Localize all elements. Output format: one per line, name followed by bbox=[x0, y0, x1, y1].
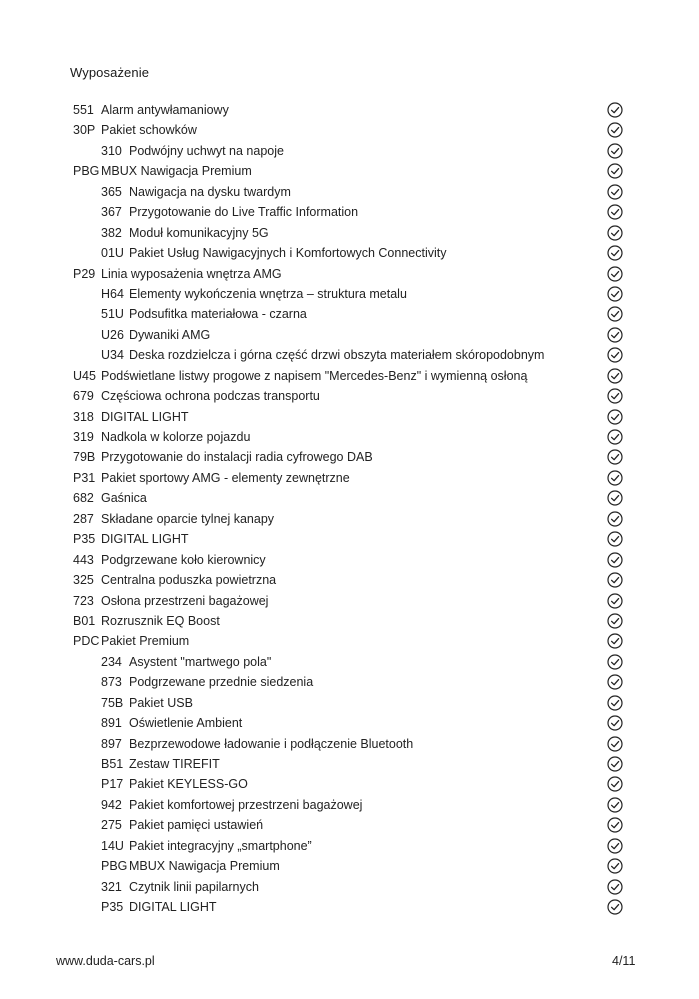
equipment-code: 897 bbox=[101, 736, 122, 751]
equipment-code: U45 bbox=[73, 368, 96, 383]
equipment-item bbox=[0, 897, 699, 917]
check-circle-icon bbox=[607, 163, 623, 179]
equipment-item bbox=[0, 386, 699, 406]
equipment-code: P35 bbox=[73, 532, 96, 547]
equipment-code: 365 bbox=[101, 184, 122, 199]
equipment-code: 325 bbox=[73, 573, 94, 588]
check-circle-icon bbox=[607, 756, 623, 772]
equipment-code: 234 bbox=[101, 654, 122, 669]
check-circle-icon bbox=[607, 838, 623, 854]
equipment-item bbox=[0, 120, 699, 140]
equipment-code: P35 bbox=[101, 900, 124, 915]
equipment-label: Pakiet integracyjny „smartphone” bbox=[129, 838, 312, 853]
check-circle-icon bbox=[607, 736, 623, 752]
equipment-item bbox=[0, 836, 699, 856]
equipment-item bbox=[0, 529, 699, 549]
equipment-code: 723 bbox=[73, 593, 94, 608]
equipment-label: Pakiet schowków bbox=[101, 123, 197, 138]
equipment-item bbox=[0, 509, 699, 529]
equipment-label: Nadkola w kolorze pojazdu bbox=[101, 430, 251, 444]
check-circle-icon bbox=[607, 490, 623, 506]
equipment-label: Częściowa ochrona podczas transportu bbox=[101, 389, 320, 404]
equipment-label: DIGITAL LIGHT bbox=[101, 409, 189, 424]
equipment-label: Nawigacja na dysku twardym bbox=[129, 184, 291, 199]
equipment-label: DIGITAL LIGHT bbox=[129, 900, 217, 915]
equipment-code: 318 bbox=[73, 409, 94, 424]
equipment-label: Podwójny uchwyt na napoje bbox=[129, 143, 284, 158]
equipment-code: P29 bbox=[73, 266, 96, 281]
footer-page-number: 4/11 bbox=[612, 954, 636, 968]
check-circle-icon bbox=[607, 245, 623, 261]
check-circle-icon bbox=[607, 122, 623, 138]
equipment-item bbox=[0, 447, 699, 467]
equipment-label: Podświetlane listwy progowe z napisem "Mercedes-Benz" i wymienną osłoną bbox=[101, 368, 528, 383]
equipment-code: 01U bbox=[101, 246, 124, 261]
equipment-label: Zestaw TIREFIT bbox=[129, 757, 220, 771]
equipment-label: Dywaniki AMG bbox=[129, 327, 211, 342]
check-circle-icon bbox=[607, 368, 623, 384]
equipment-label: Podgrzewane koło kierownicy bbox=[101, 552, 266, 567]
equipment-item bbox=[0, 264, 699, 284]
equipment-item bbox=[0, 550, 699, 570]
equipment-code: 319 bbox=[73, 430, 94, 444]
page-heading: Wyposażenie bbox=[70, 65, 150, 80]
check-circle-icon bbox=[607, 204, 623, 220]
equipment-code: 51U bbox=[101, 307, 124, 322]
check-circle-icon bbox=[607, 429, 623, 445]
equipment-label: Asystent "martwego pola" bbox=[129, 654, 272, 669]
equipment-code: P17 bbox=[101, 777, 124, 792]
equipment-item bbox=[0, 468, 699, 488]
equipment-item bbox=[0, 693, 699, 713]
equipment-item bbox=[0, 304, 699, 324]
equipment-code: 873 bbox=[101, 675, 122, 690]
equipment-label: Pakiet komfortowej przestrzeni bagażowej bbox=[129, 797, 363, 812]
equipment-label: DIGITAL LIGHT bbox=[101, 532, 189, 547]
equipment-item bbox=[0, 161, 699, 181]
check-circle-icon bbox=[607, 654, 623, 670]
equipment-label: Rozrusznik EQ Boost bbox=[101, 613, 220, 628]
check-circle-icon bbox=[607, 225, 623, 241]
equipment-item bbox=[0, 877, 699, 897]
check-circle-icon bbox=[607, 613, 623, 629]
equipment-item bbox=[0, 856, 699, 876]
equipment-label: Pakiet USB bbox=[129, 695, 193, 710]
equipment-code: 443 bbox=[73, 552, 94, 567]
check-circle-icon bbox=[607, 695, 623, 711]
equipment-code: 679 bbox=[73, 389, 94, 404]
check-circle-icon bbox=[607, 449, 623, 465]
equipment-item bbox=[0, 366, 699, 386]
equipment-code: 682 bbox=[73, 491, 94, 506]
check-circle-icon bbox=[607, 572, 623, 588]
check-circle-icon bbox=[607, 674, 623, 690]
equipment-label: MBUX Nawigacja Premium bbox=[129, 859, 280, 874]
equipment-code: 891 bbox=[101, 716, 122, 731]
check-circle-icon bbox=[607, 879, 623, 895]
check-circle-icon bbox=[607, 511, 623, 527]
equipment-label: Moduł komunikacyjny 5G bbox=[129, 225, 269, 240]
equipment-item bbox=[0, 672, 699, 692]
equipment-label: Pakiet KEYLESS-GO bbox=[129, 777, 248, 792]
equipment-label: Alarm antywłamaniowy bbox=[101, 103, 229, 117]
equipment-code: B01 bbox=[73, 613, 96, 628]
equipment-label: Przygotowanie do instalacji radia cyfrowego DAB bbox=[101, 450, 373, 465]
equipment-item bbox=[0, 182, 699, 202]
equipment-code: U26 bbox=[101, 327, 124, 342]
equipment-code: PBG bbox=[101, 859, 128, 874]
equipment-item bbox=[0, 774, 699, 794]
equipment-label: Składane oparcie tylnej kanapy bbox=[101, 511, 275, 526]
equipment-item bbox=[0, 325, 699, 345]
equipment-item bbox=[0, 100, 699, 120]
equipment-item bbox=[0, 141, 699, 161]
equipment-code: 14U bbox=[101, 838, 124, 853]
equipment-item bbox=[0, 570, 699, 590]
equipment-label: Linia wyposażenia wnętrza AMG bbox=[101, 266, 282, 281]
equipment-item bbox=[0, 734, 699, 754]
equipment-code: 321 bbox=[101, 879, 122, 894]
equipment-item bbox=[0, 427, 699, 447]
check-circle-icon bbox=[607, 899, 623, 915]
check-circle-icon bbox=[607, 797, 623, 813]
footer-website-link[interactable]: www.duda-cars.pl bbox=[56, 954, 155, 968]
equipment-label: Deska rozdzielcza i górna część drzwi obszyta materiałem skóropodobnym bbox=[129, 348, 545, 363]
equipment-item bbox=[0, 243, 699, 263]
equipment-code: PBG bbox=[73, 164, 100, 179]
equipment-label: Podsufitka materiałowa - czarna bbox=[129, 307, 307, 322]
equipment-code: 275 bbox=[101, 818, 122, 833]
equipment-code: 79B bbox=[73, 450, 96, 465]
equipment-item bbox=[0, 611, 699, 631]
check-circle-icon bbox=[607, 776, 623, 792]
equipment-code: B51 bbox=[101, 757, 124, 771]
equipment-label: Bezprzewodowe ładowanie i podłączenie Bluetooth bbox=[129, 736, 414, 751]
equipment-label: MBUX Nawigacja Premium bbox=[101, 164, 252, 179]
equipment-item bbox=[0, 591, 699, 611]
equipment-code: P31 bbox=[73, 470, 96, 485]
check-circle-icon bbox=[607, 858, 623, 874]
equipment-label: Pakiet sportowy AMG - elementy zewnętrzne bbox=[101, 470, 350, 485]
equipment-label: Oświetlenie Ambient bbox=[129, 716, 243, 731]
equipment-label: Podgrzewane przednie siedzenia bbox=[129, 675, 314, 690]
equipment-code: 75B bbox=[101, 695, 124, 710]
equipment-item bbox=[0, 407, 699, 427]
check-circle-icon bbox=[607, 531, 623, 547]
check-circle-icon bbox=[607, 470, 623, 486]
equipment-code: 367 bbox=[101, 205, 122, 220]
check-circle-icon bbox=[607, 715, 623, 731]
equipment-label: Gaśnica bbox=[101, 491, 147, 506]
equipment-label: Centralna poduszka powietrzna bbox=[101, 573, 277, 588]
equipment-item bbox=[0, 488, 699, 508]
equipment-code: 287 bbox=[73, 511, 94, 526]
equipment-item bbox=[0, 223, 699, 243]
check-circle-icon bbox=[607, 347, 623, 363]
equipment-item bbox=[0, 284, 699, 304]
check-circle-icon bbox=[607, 817, 623, 833]
equipment-label: Czytnik linii papilarnych bbox=[129, 879, 259, 894]
equipment-code: 30P bbox=[73, 123, 96, 138]
equipment-item bbox=[0, 631, 699, 651]
equipment-code: 382 bbox=[101, 225, 122, 240]
equipment-item bbox=[0, 713, 699, 733]
check-circle-icon bbox=[607, 633, 623, 649]
equipment-code: PDC bbox=[73, 634, 100, 649]
check-circle-icon bbox=[607, 306, 623, 322]
check-circle-icon bbox=[607, 102, 623, 118]
check-circle-icon bbox=[607, 388, 623, 404]
equipment-label: Osłona przestrzeni bagażowej bbox=[101, 593, 269, 608]
equipment-label: Pakiet Usług Nawigacyjnych i Komfortowych Connectivity bbox=[129, 246, 447, 261]
equipment-label: Pakiet Premium bbox=[101, 634, 190, 649]
equipment-label: Przygotowanie do Live Traffic Information bbox=[129, 205, 359, 220]
equipment-label: Elementy wykończenia wnętrza – struktura metalu bbox=[129, 286, 407, 301]
check-circle-icon bbox=[607, 143, 623, 159]
check-circle-icon bbox=[607, 184, 623, 200]
equipment-code: H64 bbox=[101, 286, 124, 301]
equipment-item bbox=[0, 815, 699, 835]
check-circle-icon bbox=[607, 266, 623, 282]
equipment-item bbox=[0, 652, 699, 672]
equipment-item bbox=[0, 345, 699, 365]
equipment-code: U34 bbox=[101, 348, 124, 363]
check-circle-icon bbox=[607, 409, 623, 425]
check-circle-icon bbox=[607, 327, 623, 343]
equipment-code: 551 bbox=[73, 103, 94, 117]
equipment-label: Pakiet pamięci ustawień bbox=[129, 818, 264, 833]
equipment-item bbox=[0, 795, 699, 815]
check-circle-icon bbox=[607, 593, 623, 609]
equipment-code: 942 bbox=[101, 797, 122, 812]
equipment-list bbox=[0, 100, 699, 918]
check-circle-icon bbox=[607, 552, 623, 568]
equipment-item bbox=[0, 754, 699, 774]
equipment-item bbox=[0, 202, 699, 222]
equipment-code: 310 bbox=[101, 143, 122, 158]
check-circle-icon bbox=[607, 286, 623, 302]
